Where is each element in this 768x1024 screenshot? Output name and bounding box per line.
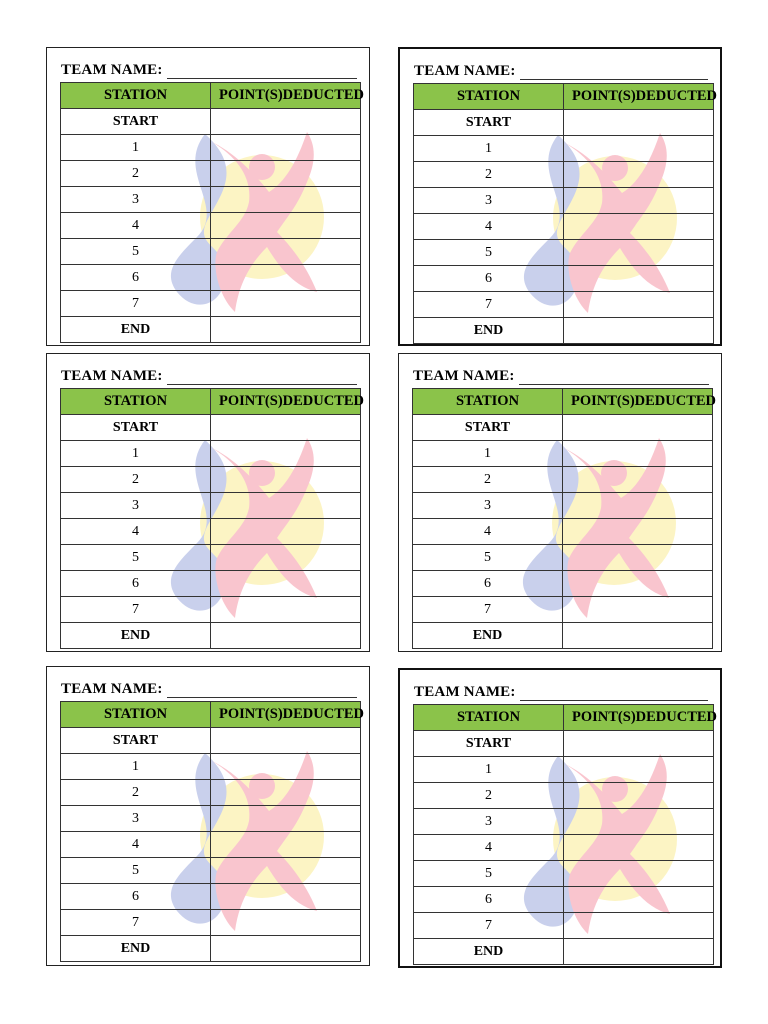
station-cell: 1 xyxy=(413,441,563,467)
station-column-header: STATION xyxy=(414,84,564,110)
points-deducted-cell[interactable] xyxy=(211,415,361,441)
team-name-row xyxy=(414,681,708,701)
points-deducted-cell[interactable] xyxy=(211,858,361,884)
points-deducted-cell[interactable] xyxy=(211,884,361,910)
table-row xyxy=(414,110,714,136)
points-deducted-cell[interactable] xyxy=(211,571,361,597)
points-deducted-cell[interactable] xyxy=(211,832,361,858)
team-name-field[interactable] xyxy=(167,369,357,385)
station-cell: END xyxy=(413,623,563,649)
table-row xyxy=(413,467,713,493)
points-deducted-cell[interactable] xyxy=(211,754,361,780)
points-deducted-cell[interactable] xyxy=(564,861,714,887)
points-deducted-cell[interactable] xyxy=(564,110,714,136)
points-deducted-column-header: POINT(S)DEDUCTED xyxy=(564,705,714,731)
points-deducted-cell[interactable] xyxy=(211,467,361,493)
table-row xyxy=(414,939,714,965)
table-row xyxy=(61,467,361,493)
station-cell: 5 xyxy=(61,858,211,884)
station-cell: 5 xyxy=(61,545,211,571)
team-name-field[interactable] xyxy=(519,369,709,385)
station-cell: 6 xyxy=(414,887,564,913)
points-deducted-cell[interactable] xyxy=(563,519,713,545)
points-deducted-cell[interactable] xyxy=(211,936,361,962)
station-cell: 1 xyxy=(414,757,564,783)
team-name-field[interactable] xyxy=(520,64,708,80)
table-row xyxy=(61,239,361,265)
table-row xyxy=(61,728,361,754)
score-card-2 xyxy=(398,47,722,346)
score-table xyxy=(412,388,717,649)
station-cell: 5 xyxy=(414,240,564,266)
table-row xyxy=(414,835,714,861)
points-deducted-cell[interactable] xyxy=(563,415,713,441)
points-deducted-cell[interactable] xyxy=(211,597,361,623)
station-cell: 3 xyxy=(61,187,211,213)
table-row xyxy=(413,415,713,441)
station-cell: 3 xyxy=(414,809,564,835)
points-deducted-cell[interactable] xyxy=(564,757,714,783)
station-cell: 6 xyxy=(413,571,563,597)
table-row xyxy=(413,571,713,597)
points-deducted-cell[interactable] xyxy=(211,519,361,545)
table-row xyxy=(61,623,361,649)
station-cell: START xyxy=(61,415,211,441)
station-cell: 7 xyxy=(413,597,563,623)
station-cell: 7 xyxy=(61,291,211,317)
station-cell: 3 xyxy=(414,188,564,214)
points-deducted-cell[interactable] xyxy=(563,545,713,571)
table-row xyxy=(413,493,713,519)
team-name-row xyxy=(414,60,708,80)
points-deducted-cell[interactable] xyxy=(211,265,361,291)
team-name-field[interactable] xyxy=(167,63,357,79)
table-row xyxy=(61,161,361,187)
points-deducted-cell[interactable] xyxy=(211,441,361,467)
station-cell: 2 xyxy=(414,783,564,809)
table-row xyxy=(61,493,361,519)
table-row xyxy=(414,188,714,214)
table-row xyxy=(61,936,361,962)
station-cell: END xyxy=(61,936,211,962)
table-row xyxy=(61,291,361,317)
points-deducted-cell[interactable] xyxy=(564,887,714,913)
points-deducted-cell[interactable] xyxy=(564,214,714,240)
points-deducted-cell[interactable] xyxy=(564,240,714,266)
station-cell: 3 xyxy=(61,493,211,519)
table-row xyxy=(414,757,714,783)
points-deducted-cell[interactable] xyxy=(211,493,361,519)
station-cell: 6 xyxy=(61,884,211,910)
team-name-field[interactable] xyxy=(167,682,357,698)
station-column-header: STATION xyxy=(61,389,211,415)
station-cell: 4 xyxy=(61,519,211,545)
points-deducted-cell[interactable] xyxy=(564,783,714,809)
team-name-label: TEAM NAME: xyxy=(414,684,516,700)
station-cell: 6 xyxy=(61,571,211,597)
station-cell: 4 xyxy=(414,835,564,861)
table-row xyxy=(413,519,713,545)
table-row xyxy=(414,266,714,292)
table-row xyxy=(61,910,361,936)
team-name-label: TEAM NAME: xyxy=(414,63,516,79)
table-row xyxy=(414,162,714,188)
points-deducted-cell[interactable] xyxy=(564,292,714,318)
table-header-row xyxy=(413,389,713,415)
station-cell: 1 xyxy=(61,135,211,161)
table-row xyxy=(414,240,714,266)
points-deducted-column-header: POINT(S)DEDUCTED xyxy=(564,84,714,110)
table-row xyxy=(414,136,714,162)
station-cell: START xyxy=(413,415,563,441)
station-cell: 6 xyxy=(61,265,211,291)
table-row xyxy=(61,441,361,467)
points-deducted-cell[interactable] xyxy=(211,161,361,187)
table-row xyxy=(61,780,361,806)
team-name-row xyxy=(61,59,357,79)
points-deducted-cell[interactable] xyxy=(564,188,714,214)
table-row xyxy=(61,187,361,213)
table-row xyxy=(61,571,361,597)
station-cell: 2 xyxy=(414,162,564,188)
table-row xyxy=(61,213,361,239)
points-deducted-cell[interactable] xyxy=(564,266,714,292)
station-cell: 4 xyxy=(61,213,211,239)
station-cell: 2 xyxy=(61,161,211,187)
points-deducted-cell[interactable] xyxy=(563,493,713,519)
points-deducted-column-header: POINT(S)DEDUCTED xyxy=(211,83,361,109)
points-deducted-cell[interactable] xyxy=(211,728,361,754)
table-row xyxy=(414,783,714,809)
points-deducted-cell[interactable] xyxy=(211,623,361,649)
station-cell: 4 xyxy=(413,519,563,545)
station-column-header: STATION xyxy=(414,705,564,731)
score-card-6 xyxy=(398,668,722,968)
station-column-header: STATION xyxy=(413,389,563,415)
table-header-row xyxy=(61,702,361,728)
station-cell: 7 xyxy=(414,913,564,939)
table-row xyxy=(414,318,714,344)
score-card-4 xyxy=(398,353,722,652)
station-cell: 2 xyxy=(61,467,211,493)
points-deducted-cell[interactable] xyxy=(563,441,713,467)
points-deducted-column-header: POINT(S)DEDUCTED xyxy=(563,389,713,415)
team-name-field[interactable] xyxy=(520,685,708,701)
table-row xyxy=(61,135,361,161)
team-name-row xyxy=(413,365,709,385)
points-deducted-cell[interactable] xyxy=(564,835,714,861)
team-name-row xyxy=(61,678,357,698)
station-cell: END xyxy=(414,939,564,965)
station-cell: START xyxy=(61,109,211,135)
station-cell: 5 xyxy=(413,545,563,571)
points-deducted-cell[interactable] xyxy=(211,317,361,343)
score-card-3 xyxy=(46,353,370,652)
score-table xyxy=(60,82,365,343)
table-row xyxy=(61,109,361,135)
points-deducted-cell[interactable] xyxy=(564,913,714,939)
station-cell: 4 xyxy=(414,214,564,240)
table-row xyxy=(413,441,713,467)
points-deducted-cell[interactable] xyxy=(563,467,713,493)
table-row xyxy=(61,317,361,343)
team-name-label: TEAM NAME: xyxy=(61,62,163,78)
points-deducted-cell[interactable] xyxy=(564,939,714,965)
station-cell: 6 xyxy=(414,266,564,292)
points-deducted-cell[interactable] xyxy=(564,318,714,344)
points-deducted-cell[interactable] xyxy=(211,239,361,265)
table-row xyxy=(413,597,713,623)
station-cell: START xyxy=(61,728,211,754)
table-header-row xyxy=(61,83,361,109)
points-deducted-cell[interactable] xyxy=(563,571,713,597)
score-card-1 xyxy=(46,47,370,346)
table-header-row xyxy=(61,389,361,415)
station-cell: END xyxy=(61,317,211,343)
score-table xyxy=(60,388,365,649)
table-row xyxy=(414,809,714,835)
station-column-header: STATION xyxy=(61,702,211,728)
table-row xyxy=(61,884,361,910)
station-cell: 2 xyxy=(61,780,211,806)
points-deducted-cell[interactable] xyxy=(564,136,714,162)
station-cell: 2 xyxy=(413,467,563,493)
table-row xyxy=(61,806,361,832)
score-table xyxy=(413,704,718,965)
points-deducted-cell[interactable] xyxy=(211,109,361,135)
table-row xyxy=(414,861,714,887)
station-cell: 7 xyxy=(61,910,211,936)
points-deducted-cell[interactable] xyxy=(564,809,714,835)
station-cell: 7 xyxy=(414,292,564,318)
team-name-label: TEAM NAME: xyxy=(61,368,163,384)
station-cell: 7 xyxy=(61,597,211,623)
table-row xyxy=(61,265,361,291)
table-row xyxy=(61,415,361,441)
table-row xyxy=(61,597,361,623)
points-deducted-cell[interactable] xyxy=(211,780,361,806)
station-cell: 1 xyxy=(61,754,211,780)
points-deducted-cell[interactable] xyxy=(563,623,713,649)
table-row xyxy=(414,887,714,913)
table-row xyxy=(61,858,361,884)
points-deducted-cell[interactable] xyxy=(211,910,361,936)
score-table xyxy=(413,83,718,344)
table-row xyxy=(61,545,361,571)
team-name-row xyxy=(61,365,357,385)
table-row xyxy=(61,519,361,545)
table-row xyxy=(61,832,361,858)
points-deducted-cell[interactable] xyxy=(211,291,361,317)
points-deducted-column-header: POINT(S)DEDUCTED xyxy=(211,702,361,728)
points-deducted-cell[interactable] xyxy=(563,597,713,623)
points-deducted-cell[interactable] xyxy=(211,806,361,832)
table-row xyxy=(414,913,714,939)
points-deducted-column-header: POINT(S)DEDUCTED xyxy=(211,389,361,415)
station-cell: START xyxy=(414,110,564,136)
station-cell: 4 xyxy=(61,832,211,858)
station-column-header: STATION xyxy=(61,83,211,109)
table-row xyxy=(413,623,713,649)
points-deducted-cell[interactable] xyxy=(211,545,361,571)
table-row xyxy=(414,214,714,240)
table-header-row xyxy=(414,84,714,110)
points-deducted-cell[interactable] xyxy=(211,135,361,161)
table-row xyxy=(413,545,713,571)
table-row xyxy=(414,292,714,318)
team-name-label: TEAM NAME: xyxy=(61,681,163,697)
table-header-row xyxy=(414,705,714,731)
station-cell: 1 xyxy=(61,441,211,467)
table-row xyxy=(414,731,714,757)
station-cell: START xyxy=(414,731,564,757)
score-table xyxy=(60,701,365,962)
points-deducted-cell[interactable] xyxy=(564,162,714,188)
points-deducted-cell[interactable] xyxy=(211,213,361,239)
station-cell: 1 xyxy=(414,136,564,162)
table-row xyxy=(61,754,361,780)
team-name-label: TEAM NAME: xyxy=(413,368,515,384)
points-deducted-cell[interactable] xyxy=(564,731,714,757)
station-cell: 5 xyxy=(414,861,564,887)
station-cell: 3 xyxy=(61,806,211,832)
station-cell: 3 xyxy=(413,493,563,519)
points-deducted-cell[interactable] xyxy=(211,187,361,213)
station-cell: END xyxy=(61,623,211,649)
station-cell: 5 xyxy=(61,239,211,265)
score-card-5 xyxy=(46,666,370,966)
station-cell: END xyxy=(414,318,564,344)
